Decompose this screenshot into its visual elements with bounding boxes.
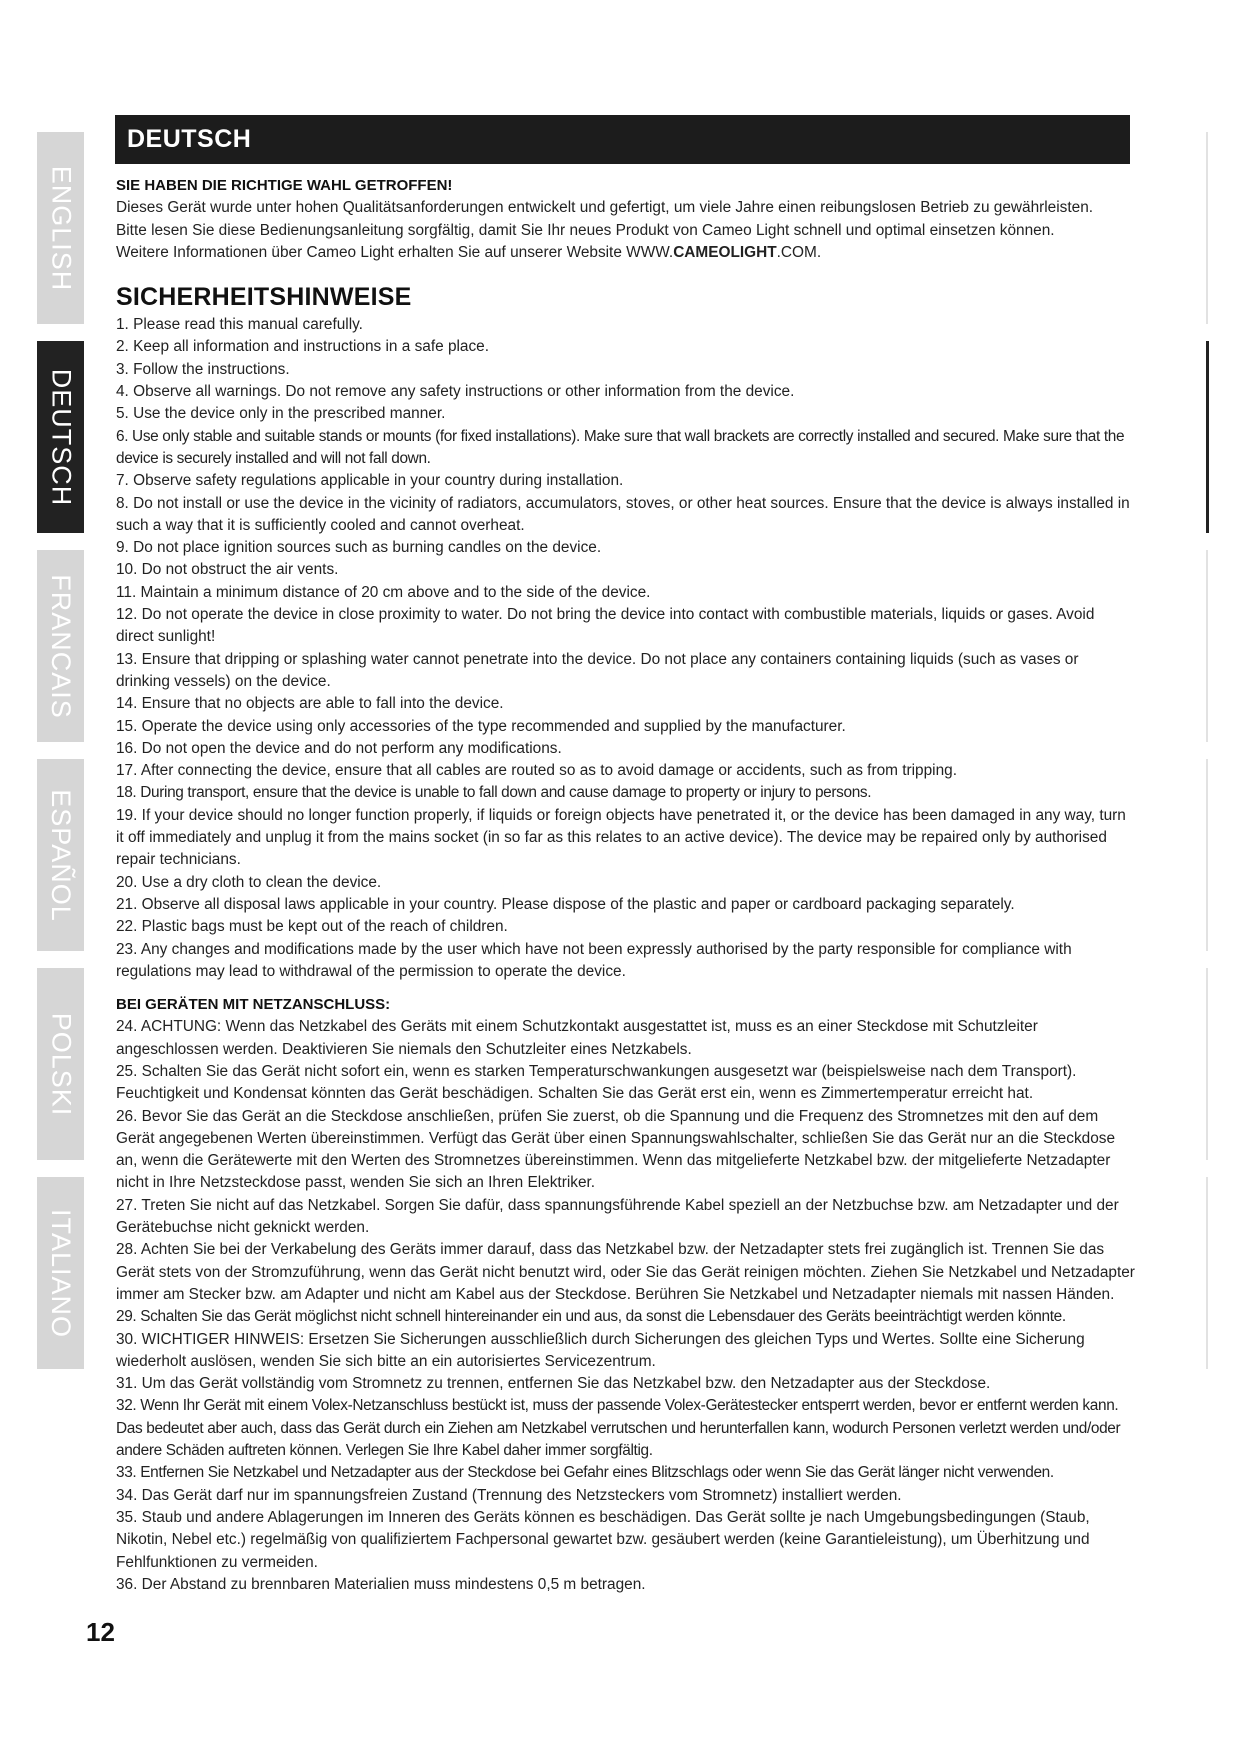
tab-italiano[interactable]	[37, 1177, 84, 1369]
intro-line-1: Dieses Gerät wurde unter hohen Qualitätsanforderungen entwickelt und gefertigt, um viele Jahre einen reibungslosen Betrieb zu gewährleisten.	[116, 199, 1094, 217]
list-item: 2. Keep all information and instructions in a safe place.	[116, 338, 490, 356]
list-item: 4. Observe all warnings. Do not remove any safety instructions or other information from the device.	[116, 383, 795, 401]
list-item: 32. Wenn Ihr Gerät mit einem Volex-Netzanschluss bestückt ist, muss der passende Volex-Gerätestecker entsperrt werden, bevor er entfernt werden kann. Das bedeutet aber auch, dass das Gerät durch ein Ziehen am Netzkabel verrutschen und herunterfallen kann, wodurch Personen verletzt werden und/oder andere Schäden auftreten können. Verlegen Sie Ihre Kabel daher immer sorgfältig.	[116, 1397, 1121, 1460]
list-item: 34. Das Gerät darf nur im spannungsfreien Zustand (Trennung des Netzsteckers vom Stromnetz) installiert werden.	[116, 1486, 902, 1504]
tab-deutsch[interactable]	[37, 341, 84, 533]
list-item: 12. Do not operate the device in close proximity to water. Do not bring the device into contact with combustible materials, liquids or gases. Avoid direct sunlight!	[116, 606, 1095, 646]
edge-rule-active	[1206, 341, 1209, 533]
tab-polski-label: POLSKI	[46, 1012, 77, 1116]
tab-espanol[interactable]	[37, 759, 84, 951]
main-content	[116, 175, 1136, 1596]
safety-heading: SICHERHEITSHINWEISE	[116, 283, 412, 312]
list-item: 9. Do not place ignition sources such as burning candles on the device.	[116, 539, 602, 557]
list-item: 21. Observe all disposal laws applicable in your country. Please dispose of the plastic and paper or cardboard packaging separately.	[116, 895, 1015, 913]
list-item: 30. WICHTIGER HINWEIS: Ersetzen Sie Sicherungen ausschließlich durch Sicherungen des gleichen Typs und Wertes. Sollte eine Sicherung wiederholt auslösen, wenden Sie sich bitte an ein autorisiertes Servicezentrum.	[116, 1330, 1085, 1370]
tab-italiano-label: ITALIANO	[46, 1208, 76, 1338]
mains-list	[116, 1016, 1136, 1596]
list-item: 27. Treten Sie nicht auf das Netzkabel. Sorgen Sie dafür, dass spannungsführende Kabel speziell an der Netzbuchse bzw. am Netzadapter und der Gerätebuchse nicht geknickt werden.	[116, 1196, 1119, 1237]
tab-francais-label: FRANCAIS	[46, 573, 76, 719]
tab-english-label: ENGLISH	[46, 165, 77, 291]
list-item: 8. Do not install or use the device in the vicinity of radiators, accumulators, stoves, or other heat sources. Ensure that the device is always installed in such a way that it is sufficiently cooled and cannot overheat.	[116, 494, 1130, 534]
section-title: DEUTSCH	[127, 125, 252, 153]
intro-line-3	[116, 242, 1136, 264]
page-number: 12	[86, 1617, 115, 1647]
list-item: 6. Use only stable and suitable stands or mounts (for fixed installations). Make sure that wall brackets are correctly installed and secured. Make sure that the device is securely installed and will not fall down.	[116, 427, 1125, 467]
tab-espanol-label: ESPAÑOL	[46, 788, 76, 922]
safety-list	[116, 314, 1136, 983]
list-item: 18. During transport, ensure that the device is unable to fall down and cause damage to property or injury to persons.	[116, 784, 872, 802]
list-item: 7. Observe safety regulations applicable in your country during installation.	[116, 472, 624, 490]
list-item: 35. Staub und andere Ablagerungen im Inneren des Geräts können es beschädigen. Das Gerät sollte je nach Umgebungsbedingungen (Staub, Nikotin, Nebel etc.) regelmäßig von qualifiziertem Fachpersonal gewartet bzw. gesäubert werden (keine Garantieleistung), um Überhitzung und Fehlfunktionen zu vermeiden.	[116, 1508, 1090, 1571]
intro-line-3-prefix: Weitere Informationen über Cameo Light erhalten Sie auf unserer Website WWW.	[116, 243, 674, 261]
list-item: 13. Ensure that dripping or splashing water cannot penetrate into the device. Do not place any containers containing liquids (such as vases or drinking vessels) on the device.	[116, 650, 1079, 690]
list-item: 26. Bevor Sie das Gerät an die Steckdose anschließen, prüfen Sie zuerst, ob die Spannung und die Frequenz des Stromnetzes mit den auf dem Gerät angegebenen Werten übereinstimmen. Verfügt das Gerät über einen Spannungswahlschalter, schließen Sie das Gerät nur an die Steckdose an, wenn die Gerätewerte mit den Werten des Stromnetzes übereinstimmen. Wenn das mitgelieferte Netzkabel bzw. der mitgelieferte Netzadapter nicht in Ihre Netzsteckdose passt, wenden Sie sich an Ihren Elektriker.	[116, 1107, 1116, 1192]
list-item: 31. Um das Gerät vollständig vom Stromnetz zu trennen, entfernen Sie das Netzkabel bzw. den Netzadapter aus der Steckdose.	[116, 1375, 991, 1393]
list-item: 19. If your device should no longer function properly, if liquids or foreign objects have penetrated it, or the device has been damaged in any way, turn it off immediately and unplug it from the mains socket (in so far as this relates to an active device). The device may be repaired only by authorised repair technicians.	[116, 806, 1126, 869]
intro-line-2: Bitte lesen Sie diese Bedienungsanleitung sorgfältig, damit Sie Ihr neues Produkt von Cameo Light schnell und optimal einsetzen können.	[116, 221, 1055, 239]
list-item: 17. After connecting the device, ensure that all cables are routed so as to avoid damage or accidents, such as from tripping.	[116, 762, 957, 780]
edge-rule	[1206, 759, 1208, 951]
intro-line-3-suffix: .COM.	[776, 243, 822, 261]
edge-rule	[1206, 132, 1208, 324]
list-item: 11. Maintain a minimum distance of 20 cm above and to the side of the device.	[116, 583, 651, 601]
tab-deutsch-label: DEUTSCH	[46, 368, 77, 506]
edge-rule	[1206, 550, 1208, 742]
list-item: 24. ACHTUNG: Wenn das Netzkabel des Geräts mit einem Schutzkontakt ausgestattet ist, muss es an einer Steckdose mit Schutzleiter angeschlossen werden. Deaktivieren Sie niemals den Schutzleiter eines Netzkabels.	[116, 1018, 1038, 1058]
list-item: 14. Ensure that no objects are able to fall into the device.	[116, 695, 504, 713]
intro-heading: SIE HABEN DIE RICHTIGE WAHL GETROFFEN!	[116, 177, 453, 194]
list-item: 20. Use a dry cloth to clean the device.	[116, 873, 382, 891]
tab-francais[interactable]	[37, 550, 84, 742]
list-item: 29. Schalten Sie das Gerät möglichst nicht schnell hintereinander ein und aus, da sonst die Lebensdauer des Geräts beeinträchtigt werden könnte.	[116, 1308, 1066, 1326]
list-item: 33. Entfernen Sie Netzkabel und Netzadapter aus der Steckdose bei Gefahr eines Blitzschlags oder wenn Sie das Gerät länger nicht verwenden.	[116, 1464, 1054, 1482]
list-item: 15. Operate the device using only accessories of the type recommended and supplied by the manufacturer.	[116, 717, 846, 735]
list-item: 3. Follow the instructions.	[116, 360, 290, 378]
section-header-bar	[115, 115, 1130, 164]
edge-rule	[1206, 1177, 1208, 1369]
list-item: 5. Use the device only in the prescribed manner.	[116, 405, 446, 423]
list-item: 36. Der Abstand zu brennbaren Materialien muss mindestens 0,5 m betragen.	[116, 1575, 646, 1593]
tab-polski[interactable]	[37, 968, 84, 1160]
brand-name: CAMEOLIGHT	[673, 243, 777, 261]
list-item: 16. Do not open the device and do not perform any modifications.	[116, 739, 562, 757]
edge-rule	[1206, 968, 1208, 1160]
list-item: 25. Schalten Sie das Gerät nicht sofort ein, wenn es starken Temperaturschwankungen ausgesetzt war (beispielsweise nach dem Transport). Feuchtigkeit und Kondensat könnten das Gerät beschädigen. Schalten Sie das Gerät erst ein, wenn es Zimmertemperatur erreicht hat.	[116, 1062, 1077, 1103]
list-item: 22. Plastic bags must be kept out of the reach of children.	[116, 918, 508, 936]
list-item: 23. Any changes and modifications made by the user which have not been expressly authorised by the party responsible for compliance with regulations may lead to withdrawal of the permission to operate the device.	[116, 940, 1072, 980]
tab-english[interactable]	[37, 132, 84, 324]
list-item: 1. Please read this manual carefully.	[116, 316, 363, 334]
list-item: 28. Achten Sie bei der Verkabelung des Geräts immer darauf, dass das Netzkabel bzw. der Netzadapter stets frei zugänglich ist. Trennen Sie das Gerät stets von der Stromzuführung, wenn das Gerät nicht benutzt wird, oder Sie das Gerät reinigen möchten. Ziehen Sie Netzkabel und Netzadapter immer am Stecker bzw. am Adapter und nicht am Kabel aus der Steckdose. Berühren Sie Netzkabel und Netzadapter niemals mit nassen Händen.	[116, 1241, 1135, 1303]
mains-heading: BEI GERÄTEN MIT NETZANSCHLUSS:	[116, 996, 391, 1014]
list-item: 10. Do not obstruct the air vents.	[116, 561, 339, 579]
